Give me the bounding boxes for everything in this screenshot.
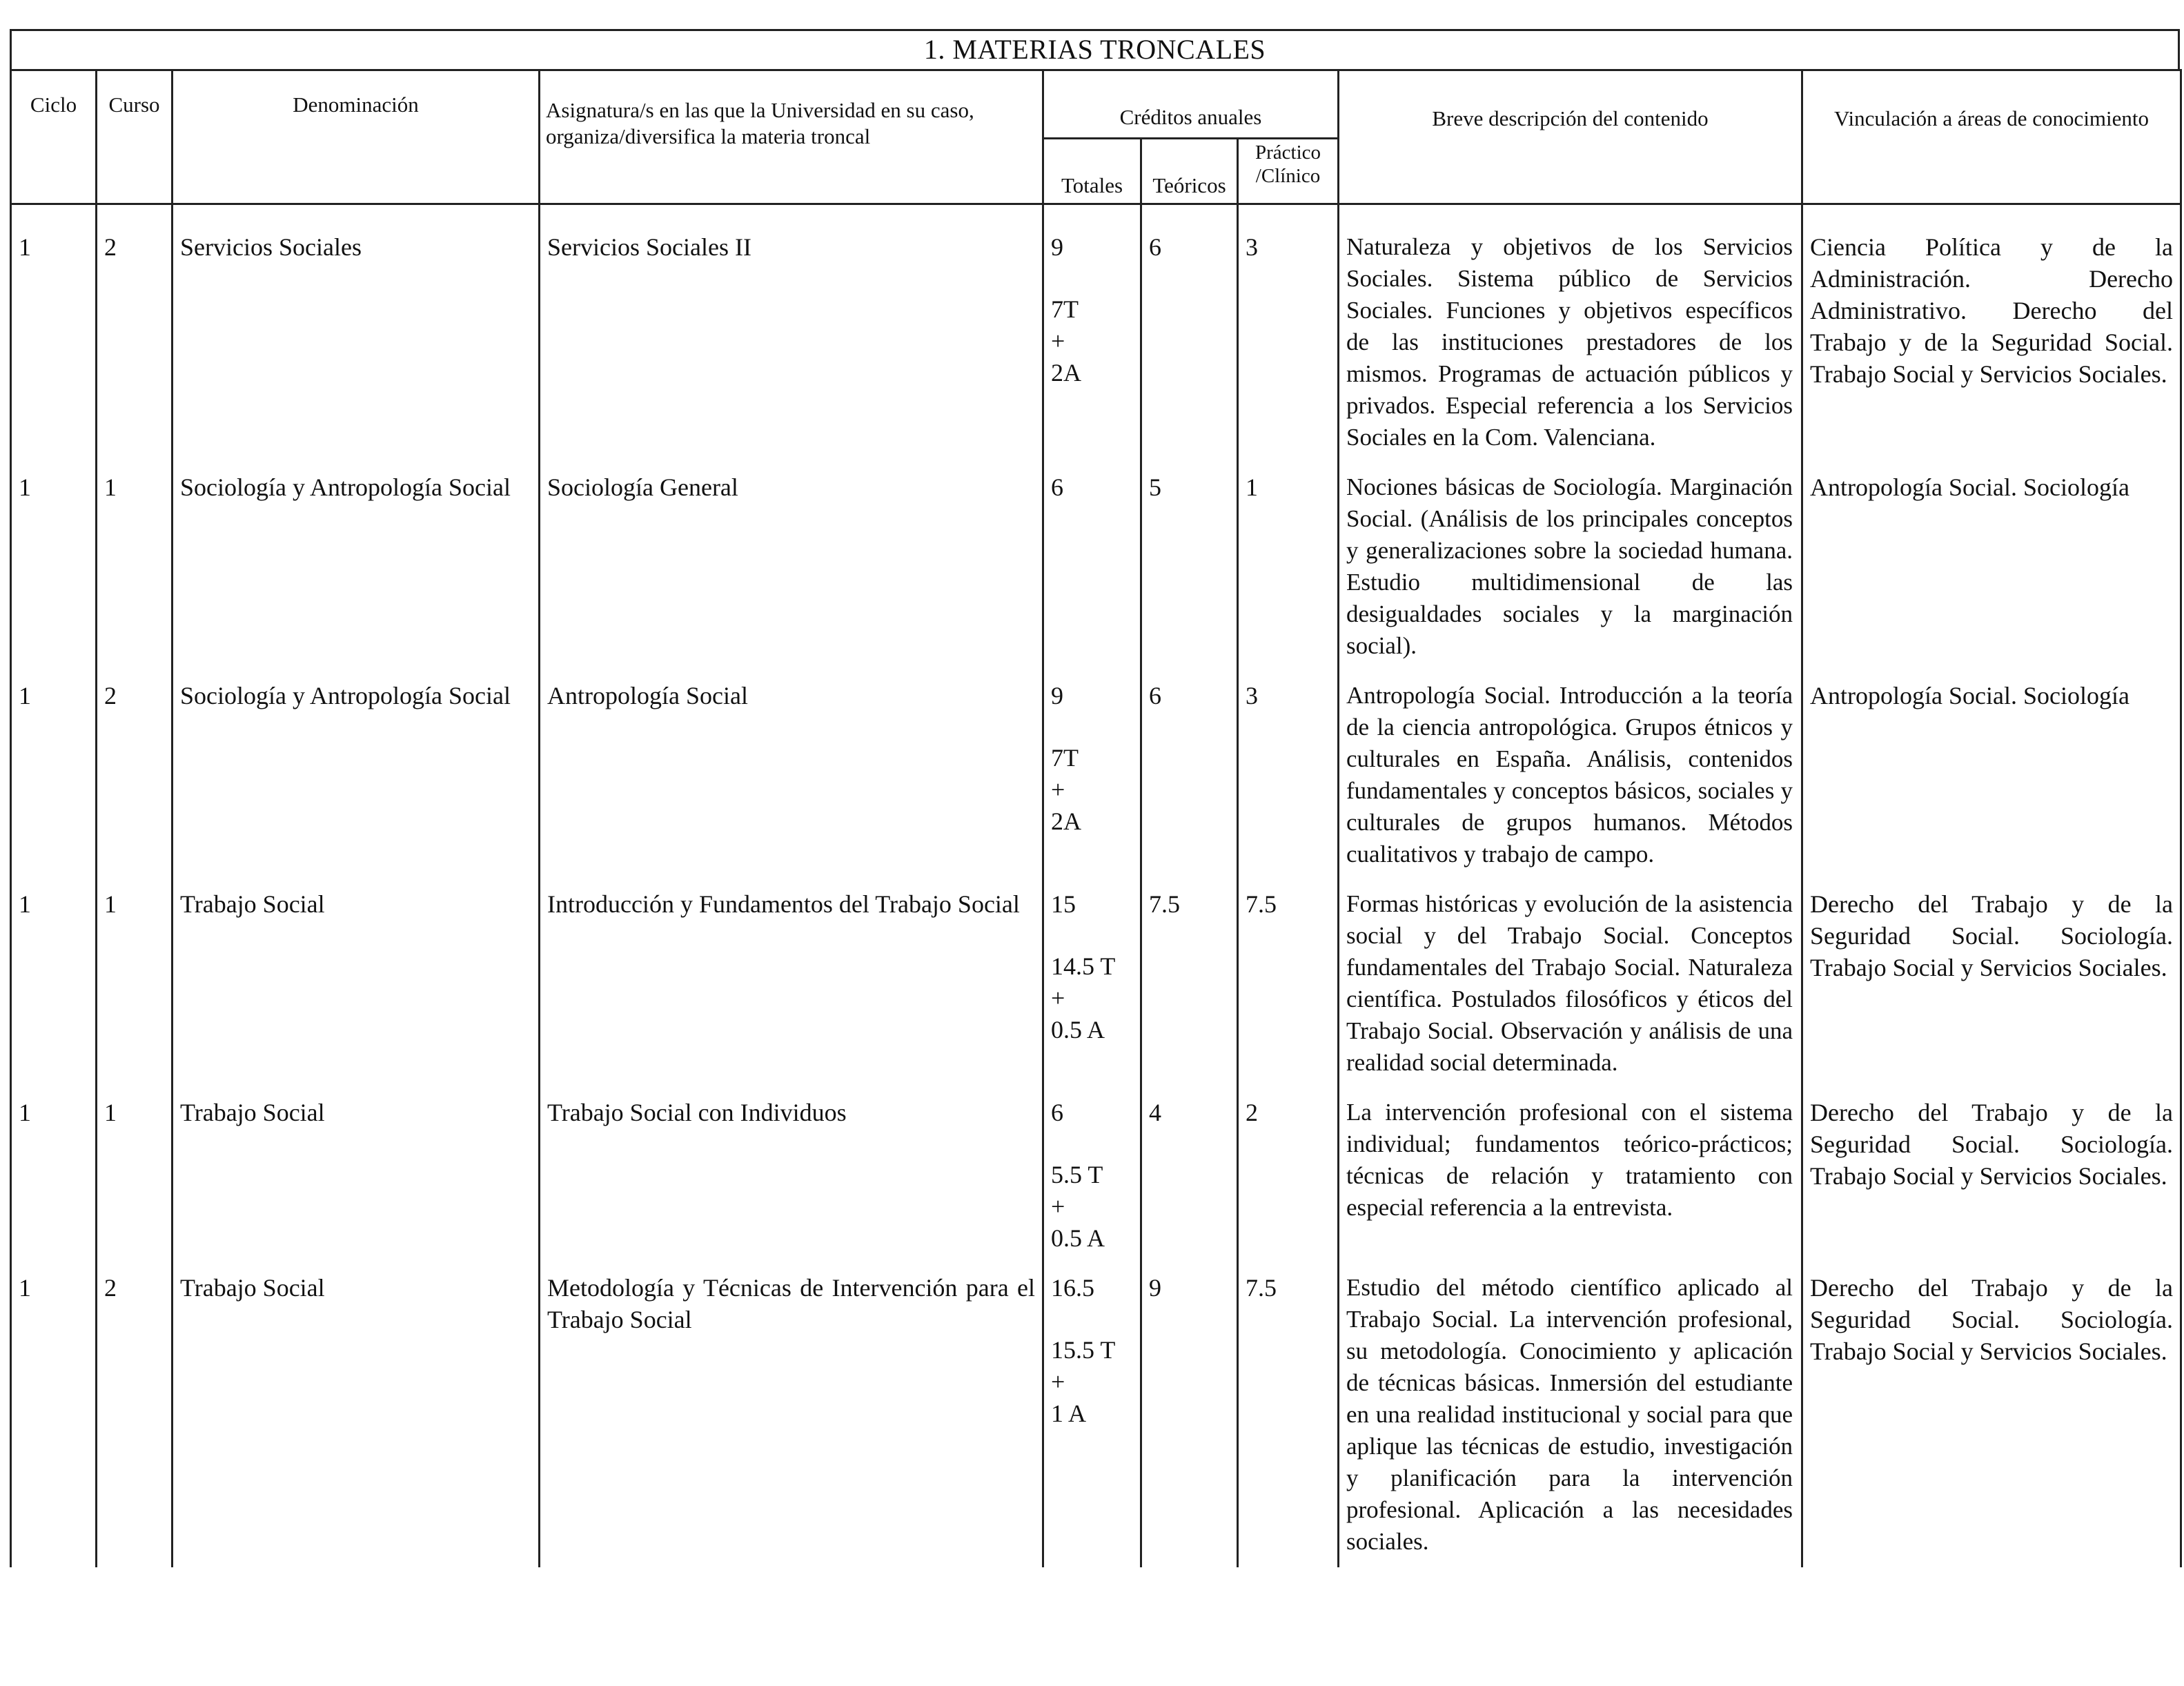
header-ciclo: Ciclo	[11, 70, 97, 204]
row-practico: 1	[1238, 463, 1339, 672]
row-vinculacion: Derecho del Trabajo y de la Seguridad Social. Sociología. Trabajo Social y Servicios Sociales.	[1802, 1088, 2181, 1264]
row-asignatura: Trabajo Social con Individuos	[540, 1088, 1043, 1264]
header-row	[11, 70, 2181, 139]
row-curso: 1	[97, 880, 173, 1088]
header-denominacion: Denominación	[173, 70, 540, 204]
row-curso: 2	[97, 672, 173, 880]
totales-split-part: 5.5 T	[1051, 1161, 1103, 1188]
table-row	[11, 880, 2181, 1088]
table-row	[11, 672, 2181, 880]
row-practico: 3	[1238, 672, 1339, 880]
row-descripcion: Naturaleza y objetivos de los Servicios Sociales. Sistema público de Servicios Sociales. Funciones y objetivos específicos de las instituciones prestadores de los mismos. Programas de actuación públicos y privados. Especial referencia a los Servicios Sociales en la Com. Valenciana.	[1339, 204, 1802, 464]
header-curso: Curso	[97, 70, 173, 204]
row-practico: 7.5	[1238, 1264, 1339, 1567]
row-vinculacion: Antropología Social. Sociología	[1802, 672, 2181, 880]
totales-split-part: 15.5 T	[1051, 1336, 1116, 1364]
row-ciclo: 1	[11, 204, 97, 464]
row-totales	[1043, 204, 1141, 464]
row-denominacion: Trabajo Social	[173, 880, 540, 1088]
row-ciclo: 1	[11, 1088, 97, 1264]
row-denominacion: Trabajo Social	[173, 1264, 540, 1567]
totales-split-part: 0.5 A	[1051, 1016, 1105, 1043]
row-curso: 2	[97, 1264, 173, 1567]
table-title: 1. MATERIAS TRONCALES	[923, 34, 1266, 65]
document-sheet	[10, 29, 2183, 1672]
table-row	[11, 204, 2181, 464]
header-vinculacion: Vinculación a áreas de conocimiento	[1802, 70, 2181, 204]
totales-value: 6	[1051, 473, 1063, 501]
row-practico: 2	[1238, 1088, 1339, 1264]
header-descripcion: Breve descripción del contenido	[1339, 70, 1802, 204]
row-totales	[1043, 1264, 1141, 1567]
totales-split-part: 2A	[1051, 807, 1081, 835]
header-practico: Práctico /Clínico	[1238, 139, 1339, 204]
row-ciclo: 1	[11, 463, 97, 672]
row-curso: 1	[97, 1088, 173, 1264]
totales-value: 9	[1051, 682, 1063, 709]
row-descripcion: Estudio del método científico aplicado al Trabajo Social. La intervención profesional, su metodología. Conocimiento y aplicación de técnicas básicas. Inmersión del estudiante en una realidad institucional y social para que aplique las técnicas de estudio, investigación y planificación para la intervención profesional. Aplicación a las necesidades sociales.	[1339, 1264, 1802, 1567]
row-denominacion: Servicios Sociales	[173, 204, 540, 464]
row-descripcion: Antropología Social. Introducción a la teoría de la ciencia antropológica. Grupos étnicos y culturales en España. Análisis, contenidos fundamentales y conceptos básicos, sociales y culturales de grupos humanos. Métodos cualitativos y trabajo de campo.	[1339, 672, 1802, 880]
row-asignatura: Introducción y Fundamentos del Trabajo Social	[540, 880, 1043, 1088]
totales-value: 9	[1051, 233, 1063, 261]
table-row	[11, 1264, 2181, 1567]
row-teoricos: 4	[1141, 1088, 1238, 1264]
row-teoricos: 6	[1141, 672, 1238, 880]
totales-split-part: +	[1051, 327, 1065, 355]
header-creditos: Créditos anuales	[1043, 70, 1339, 139]
row-denominacion: Sociología y Antropología Social	[173, 672, 540, 880]
row-ciclo: 1	[11, 672, 97, 880]
totales-split-part: +	[1051, 776, 1065, 803]
totales-split-part: 14.5 T	[1051, 952, 1116, 980]
row-teoricos: 7.5	[1141, 880, 1238, 1088]
totales-value: 6	[1051, 1099, 1063, 1126]
row-totales	[1043, 1088, 1141, 1264]
row-curso: 1	[97, 463, 173, 672]
row-descripcion: La intervención profesional con el sistema individual; fundamentos teórico-prácticos; técnicas de relación y tratamiento con especial referencia a la entrevista.	[1339, 1088, 1802, 1264]
row-asignatura: Sociología General	[540, 463, 1043, 672]
header-asignatura: Asignatura/s en las que la Universidad en su caso, organiza/diversifica la materia troncal	[540, 70, 1043, 204]
totales-split-part: 7T	[1051, 295, 1079, 323]
materias-table	[10, 69, 2182, 1567]
row-vinculacion: Derecho del Trabajo y de la Seguridad Social. Sociología. Trabajo Social y Servicios Sociales.	[1802, 1264, 2181, 1567]
row-practico: 3	[1238, 204, 1339, 464]
totales-split-part: +	[1051, 1368, 1065, 1395]
row-teoricos: 5	[1141, 463, 1238, 672]
totales-value: 16.5	[1051, 1274, 1094, 1302]
row-vinculacion: Ciencia Política y de la Administración. Derecho Administrativo. Derecho del Trabajo y de la Seguridad Social. Trabajo Social y Servicios Sociales.	[1802, 204, 2181, 464]
row-denominacion: Sociología y Antropología Social	[173, 463, 540, 672]
row-asignatura: Antropología Social	[540, 672, 1043, 880]
row-totales	[1043, 880, 1141, 1088]
row-totales	[1043, 463, 1141, 672]
totales-value: 15	[1051, 890, 1076, 918]
table-body	[11, 204, 2181, 1568]
header-teoricos: Teóricos	[1141, 139, 1238, 204]
table-row	[11, 1088, 2181, 1264]
row-asignatura: Metodología y Técnicas de Intervención para el Trabajo Social	[540, 1264, 1043, 1567]
row-asignatura: Servicios Sociales II	[540, 204, 1043, 464]
row-denominacion: Trabajo Social	[173, 1088, 540, 1264]
totales-split-part: 7T	[1051, 744, 1079, 772]
header-totales: Totales	[1043, 139, 1141, 204]
row-ciclo: 1	[11, 1264, 97, 1567]
row-vinculacion: Derecho del Trabajo y de la Seguridad Social. Sociología. Trabajo Social y Servicios Sociales.	[1802, 880, 2181, 1088]
row-ciclo: 1	[11, 880, 97, 1088]
totales-split-part: 2A	[1051, 359, 1081, 386]
row-teoricos: 9	[1141, 1264, 1238, 1567]
totales-split-part: +	[1051, 984, 1065, 1012]
totales-split-part: 0.5 A	[1051, 1224, 1105, 1252]
row-descripcion: Formas históricas y evolución de la asistencia social y del Trabajo Social. Conceptos fundamentales del Trabajo Social. Naturaleza científica. Postulados filosóficos y éticos del Trabajo Social. Observación y análisis de una realidad social determinada.	[1339, 880, 1802, 1088]
row-totales	[1043, 672, 1141, 880]
table-row	[11, 463, 2181, 672]
row-curso: 2	[97, 204, 173, 464]
row-vinculacion: Antropología Social. Sociología	[1802, 463, 2181, 672]
totales-split-part: 1 A	[1051, 1400, 1087, 1427]
row-descripcion: Nociones básicas de Sociología. Marginación Social. (Análisis de los principales conceptos y generalizaciones sobre la sociedad humana. Estudio multidimensional de las desigualdades sociales y la marginación social).	[1339, 463, 1802, 672]
totales-split-part: +	[1051, 1193, 1065, 1220]
row-practico: 7.5	[1238, 880, 1339, 1088]
row-teoricos: 6	[1141, 204, 1238, 464]
